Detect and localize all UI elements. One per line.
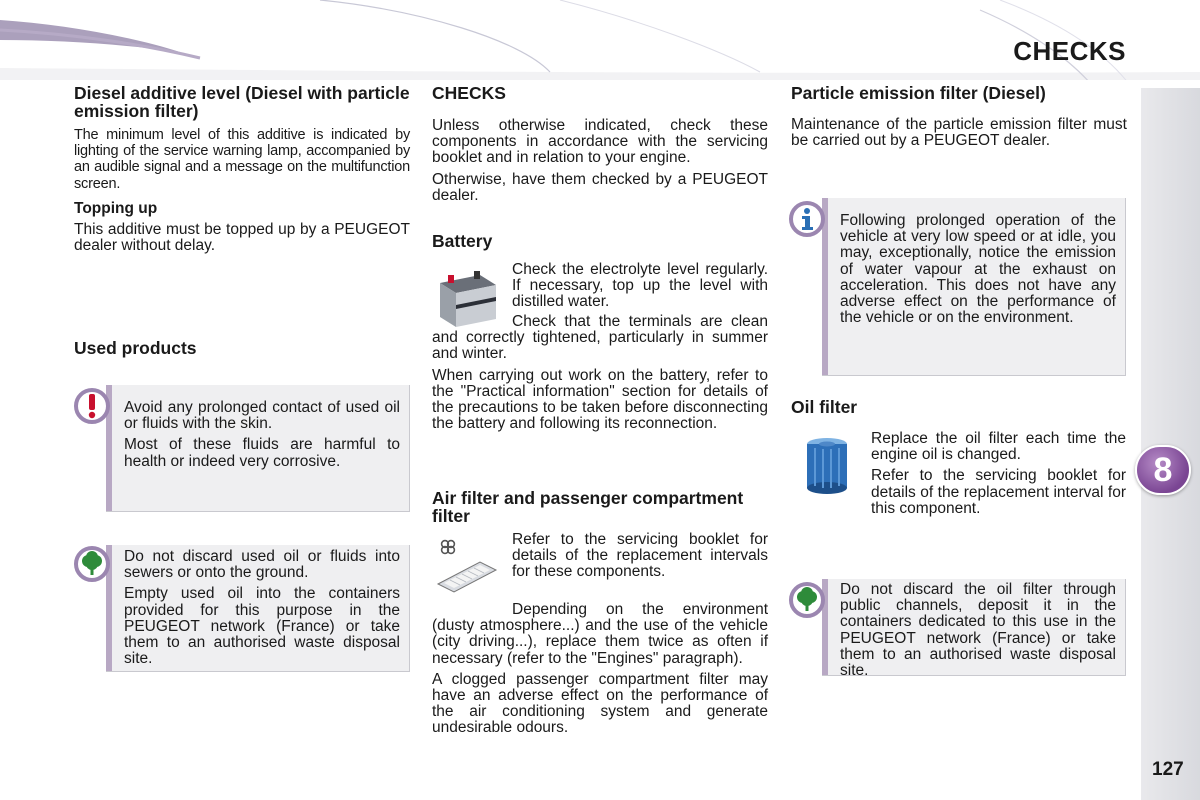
environment-filter-text: Do not discard the oil filter through public channels, deposit it in the containers dedicated to this use in the PEUGEOT network (France) or take them to an authorised waste disposal site.: [840, 581, 1116, 680]
battery-section: [432, 232, 768, 250]
particle-filter-section: [791, 84, 1127, 149]
warning-text-2: Most of these fluids are harmful to health or indeed very corrosive.: [124, 436, 400, 470]
checks-text-1: Unless otherwise indicated, check these components in accordance with the servicing booklet and in relation to your engine.: [432, 117, 768, 167]
topping-up-heading: Topping up: [74, 199, 158, 217]
battery-text-1: Check the electrolyte level regularly. If necessary, top up the level with distilled water.: [512, 261, 768, 311]
oil-filter-section: [791, 398, 1127, 416]
info-note: [822, 198, 1126, 376]
tree-icon: [74, 546, 110, 582]
air-filter-text-2: Depending on the environment (dusty atmosphere...) and the use of the vehicle (city driving...), replace them twice as often if necessary (refer to the "Engines" paragraph).: [432, 601, 768, 667]
checks-heading: CHECKS: [432, 83, 506, 103]
oil-filter-heading: Oil filter: [791, 397, 858, 417]
oil-filter-text-1: Replace the oil filter each time the engine oil is changed.: [871, 430, 1126, 464]
diesel-additive-section: [74, 84, 410, 254]
battery-heading: Battery: [432, 231, 493, 251]
diesel-additive-heading: Diesel additive level (Diesel with particle emission filter): [74, 83, 410, 121]
info-icon: [789, 201, 825, 237]
battery-text-block: [512, 262, 768, 311]
environment-text-1: Do not discard used oil or fluids into sewers or onto the ground.: [124, 548, 400, 582]
right-margin-band: [1141, 88, 1200, 800]
warning-text-1: Avoid any prolonged contact of used oil or fluids with the skin.: [124, 399, 400, 433]
info-text: Following prolonged operation of the vehicle at very low speed or at idle, you may, exceptionally, notice the emission of water vapour at the exhaust on acceleration. This does not have any adverse effect on the performance of the vehicle or on the environment.: [840, 212, 1116, 327]
air-filter-section: [432, 489, 768, 525]
particle-filter-text: Maintenance of the particle emission filter must be carried out by a PEUGEOT dealer.: [791, 116, 1127, 150]
tree-icon: [789, 582, 825, 618]
environment-note-filter: [822, 579, 1126, 680]
exclamation-icon: [74, 388, 110, 424]
air-filter-text-block-2: [432, 602, 768, 737]
particle-filter-heading: Particle emission filter (Diesel): [791, 83, 1046, 103]
oil-filter-text-block: [871, 431, 1126, 517]
page-number: 127: [1152, 759, 1184, 780]
air-filter-text-block: [512, 532, 768, 581]
air-filter-icon: [436, 538, 498, 596]
used-products-section: [74, 339, 410, 357]
environment-note-oil: [106, 545, 410, 672]
diesel-additive-text: The minimum level of this additive is indicated by lighting of the service warning lamp, accompanied by an audible signal and a message on the multifunction screen.: [74, 127, 410, 192]
air-filter-text-3: A clogged passenger compartment filter may have an adverse effect on the performance of the air conditioning system and generate undesirable odours.: [432, 670, 768, 737]
checks-section: [432, 84, 768, 204]
page-title: CHECKS: [1013, 36, 1126, 66]
used-products-heading: Used products: [74, 338, 197, 358]
chapter-number: 8: [1153, 450, 1173, 489]
air-filter-text-1: Refer to the servicing booklet for details of the replacement intervals for these components.: [512, 531, 768, 581]
oil-filter-icon: [802, 436, 852, 498]
topping-up-text: This additive must be topped up by a PEUGEOT dealer without delay.: [74, 220, 410, 255]
warning-note: [106, 385, 410, 512]
battery-text-3: When carrying out work on the battery, refer to the "Practical information" section for details of the precautions to be taken before disconnecting the battery and following its reconnection.: [432, 366, 768, 433]
battery-text-2: Check that the terminals are clean and correctly tightened, particularly in summer and winter.: [432, 313, 768, 363]
chapter-tab[interactable]: [1135, 445, 1191, 495]
oil-filter-text-2: Refer to the servicing booklet for details of the replacement interval for this component.: [871, 467, 1126, 517]
air-filter-heading: Air filter and passenger compartment filter: [432, 488, 744, 526]
checks-text-2: Otherwise, have them checked by a PEUGEOT dealer.: [432, 170, 768, 204]
environment-text-2: Empty used oil into the containers provided for this purpose in the PEUGEOT network (France) or take them to an authorised waste disposal site.: [124, 585, 400, 668]
battery-text-block-2: [432, 314, 768, 432]
